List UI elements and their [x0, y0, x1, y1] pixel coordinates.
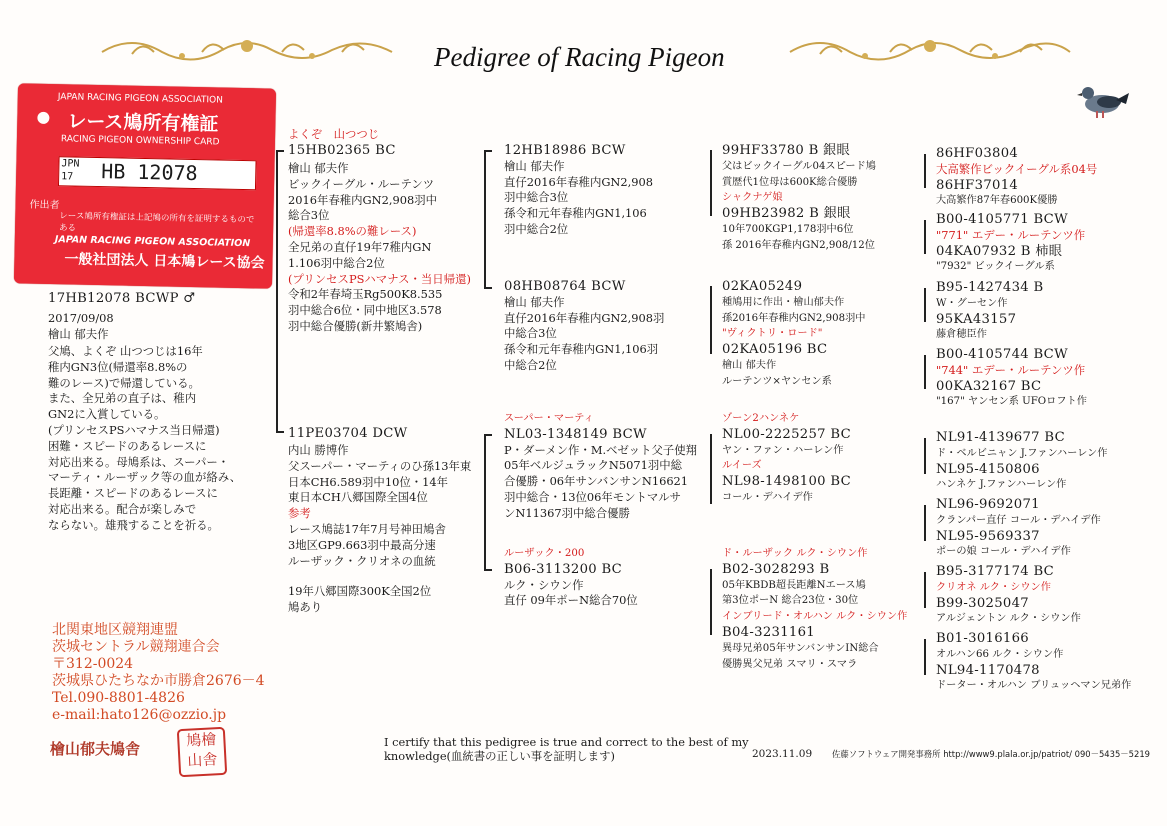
owner-line: 茨城県ひたちなか市勝倉2676－4 — [52, 673, 265, 689]
g3-nickname: ド・ルーザック ルク・シウン作 — [722, 548, 868, 559]
gen2-sire-dam — [504, 279, 664, 374]
g3-ring: NL98-1498100 BC — [722, 474, 851, 490]
owner-address — [52, 622, 265, 724]
g4-line: ポーの娘 コール・デハイデ作 — [936, 546, 1071, 558]
subject-date: 2017/09/08 — [48, 311, 114, 325]
dam-line: 鳩あり — [288, 600, 323, 615]
g3-line: ヤン・ファン・ハーレン作 — [722, 444, 844, 456]
card-ring-box — [58, 156, 257, 190]
card-assoc-jp: 一般社団法人 日本鳩レース協会 — [64, 251, 265, 272]
card-title-en: RACING PIGEON OWNERSHIP CARD — [60, 134, 220, 148]
g3-line: 異母兄弟05年サンバンサンIN総合 — [722, 642, 879, 654]
sire-line: 羽中総合6位・同中地区3.578 — [288, 303, 442, 318]
g3-line: コール・デハイデ作 — [722, 491, 813, 503]
connector-g1 — [276, 150, 278, 432]
pigeon-icon — [1076, 78, 1130, 122]
dam-line: 19年八郷国際300K全国2位 — [288, 584, 432, 599]
gen4-block-5 — [936, 430, 1107, 493]
g3-line: ルーテンツ×ヤンセン系 — [722, 375, 832, 387]
g4-ring: 95KA43157 — [936, 311, 1017, 327]
connector-g4f — [924, 505, 926, 541]
g4-ring: B00-4105744 BCW — [936, 347, 1068, 362]
g2-line: ルク・シウン作 — [504, 577, 584, 592]
g4-ring: 04KA07932 B 柿眼 — [936, 243, 1063, 259]
g4-line: 藤倉穂臣作 — [936, 329, 987, 341]
g4-note-red: "744" エデー・ルーテンツ作 — [936, 362, 1086, 377]
spacer — [288, 569, 471, 584]
card-note: レース鳩所有権証は上記鳩の所有を証明するものである — [58, 211, 255, 234]
g2-ring: NL03-1348149 BCW — [504, 426, 647, 442]
connector-g4a — [924, 154, 926, 188]
g2-line: 中総合3位 — [504, 326, 557, 341]
g4-ring: B01-3016166 — [936, 631, 1029, 646]
dam-ring: 11PE03704 DCW — [288, 426, 408, 441]
g2-line: 孫令和元年春稚内GN1,106羽 — [504, 342, 659, 357]
g3-line: 孫2016年春稚内GN2,908羽中 — [722, 312, 866, 324]
g2-ring: B06-3113200 BC — [504, 561, 623, 577]
g3-nickname: ルイーズ — [722, 460, 762, 472]
sire-line: 檜山 郁夫作 — [288, 161, 349, 175]
g4-line: ド・ベルビニャン J.ファンハーレン作 — [936, 447, 1108, 459]
dam-line: 日本CH6.589羽中10位・14年 — [288, 474, 448, 489]
g4-line: クランパー直仔 コール・デハイデ作 — [936, 514, 1101, 526]
sire-line: 令和2年春埼玉Rg500K8.535 — [288, 287, 443, 302]
dam-note-red: 参考 — [288, 506, 311, 521]
dam-details — [288, 443, 471, 616]
g3-line: 優勝異父兄弟 スマリ・スマラ — [722, 658, 858, 670]
ornament-left-icon — [92, 30, 402, 70]
gen4-block-2 — [936, 212, 1085, 275]
g4-ring: NL95-9569337 — [936, 528, 1040, 544]
gen3-block-3 — [722, 411, 851, 506]
connector-g4h — [924, 639, 926, 675]
g4-line: 大高繁作87年春600K優勝 — [936, 195, 1058, 207]
g2-ring: 12HB18986 BCW — [504, 143, 626, 158]
gen3-block-2 — [722, 279, 865, 390]
g2-line: P・ダーメン作・M.ベゼット父子使翔 — [504, 442, 698, 457]
gen4-block-4 — [936, 347, 1087, 410]
sire-line: 総合3位 — [288, 208, 330, 223]
g3-ring: 99HF33780 B 銀眼 — [722, 143, 851, 158]
connector-g4e — [924, 438, 926, 474]
card-ring-number: HB 12078 — [101, 159, 198, 186]
subject-desc-line: 長距離・スピードのあるレースに — [48, 486, 218, 501]
gen2-sire-sire — [504, 143, 653, 238]
connector-g3d — [710, 569, 712, 635]
subject-description — [48, 344, 241, 534]
g3-line: 孫 2016年春稚内GN2,908/12位 — [722, 239, 875, 251]
connector-g4g — [924, 572, 926, 608]
certify-line-2: knowledge(血統書の正しい事を証明します) — [384, 749, 615, 763]
dam-line: 父スーパー・マーティのひ孫13年東 — [288, 458, 472, 473]
owner-line: 茨城セントラル競翔連合会 — [52, 639, 220, 655]
gen3-block-1 — [722, 143, 876, 254]
g3-line: 第3位ポーN 総合23位・30位 — [722, 595, 859, 607]
dam-line: 東日本CH八郷国際全国4位 — [288, 490, 428, 505]
g3-ring: 02KA05249 — [722, 279, 803, 294]
gen4-block-8 — [936, 631, 1131, 694]
subject-desc-line: また、全兄弟の直子は、稚内 — [48, 391, 197, 406]
card-title-jp: レース鳩所有権証 — [67, 110, 219, 136]
connector-sire — [276, 150, 284, 152]
subject-desc-line: 父鳩、よくぞ 山つつじは16年 — [48, 344, 203, 358]
g2-line: 直仔 09年ポーN総合70位 — [504, 593, 638, 608]
card-hole — [37, 112, 49, 124]
connector-g4d — [924, 355, 926, 389]
sire-nickname: よくぞ 山つつじ — [288, 127, 380, 141]
owner-line: e-mail:hato126@ozzio.jp — [52, 707, 227, 723]
gen3-block-4 — [722, 546, 907, 672]
connector-g3c — [710, 434, 712, 504]
g4-line: オルハン66 ルク・シウン作 — [936, 648, 1064, 660]
g2-line: 直仔2016年春稚内GN2,908 — [504, 174, 654, 189]
g4-line: ドーター・オルハン ブリュッヘマン兄弟作 — [936, 680, 1132, 692]
g2-line: 孫令和元年春稚内GN1,106 — [504, 206, 647, 221]
connector-dam — [276, 431, 284, 433]
owner-line: Tel.090-8801-4826 — [52, 690, 185, 706]
connector-g2d — [484, 569, 492, 571]
g2-nickname: ルーザック・200 — [504, 548, 585, 559]
connector-g2c — [484, 434, 492, 436]
owner-line: 北関東地区競翔連盟 — [52, 622, 178, 638]
g4-ring: 86HF37014 — [936, 177, 1019, 193]
g3-line: 種鳩用に作出・檜山郁夫作 — [722, 296, 845, 308]
connector-g4c — [924, 288, 926, 322]
subject-desc-line: GN2に入賞している。 — [48, 407, 166, 422]
page-title: Pedigree of Racing Pigeon — [434, 42, 725, 72]
g2-line: 檜山 郁夫作 — [504, 158, 565, 173]
sire-note-red: (帰還率8.8%の難レース) — [288, 224, 417, 239]
g2-line: ンN11367羽中総合優勝 — [504, 505, 630, 520]
subject-desc-line: 対応出来る。配合が楽しみで — [48, 501, 197, 516]
g4-line: "7932" ビックイーグル系 — [936, 261, 1055, 273]
g3-ring: 02KA05196 BC — [722, 342, 828, 358]
issue-date: 2023.11.09 — [752, 748, 813, 760]
g3-line: 父はビックイーグル04スピード鳩 — [722, 160, 876, 172]
g2-line: 羽中総合2位 — [504, 221, 569, 236]
gen4-block-6 — [936, 497, 1101, 560]
g2-ring: 08HB08764 BCW — [504, 279, 626, 294]
g4-ring: 00KA32167 BC — [936, 378, 1042, 394]
sire-line: 1.106羽中総合2位 — [288, 255, 385, 270]
g3-line: 檜山 郁夫作 — [722, 359, 777, 371]
sire-note-red: (プリンセスPSハマナス・当日帰還) — [288, 271, 471, 286]
g3-line: 賞歴代1位母は600K総合優勝 — [722, 176, 858, 188]
g4-note-red: 大高繁作ビックイーグル系04号 — [936, 161, 1098, 176]
g3-nickname: インブリード・オルハン ルク・シウン作 — [722, 611, 908, 623]
g2-line: 檜山 郁夫作 — [504, 294, 565, 309]
connector-g3b — [710, 286, 712, 354]
subject-desc-line: ならない。雄飛することを祈る。 — [48, 517, 219, 532]
g2-line: 直仔2016年春稚内GN2,908羽 — [504, 310, 665, 325]
g4-ring: 86HF03804 — [936, 146, 1019, 161]
g4-ring: NL91-4139677 BC — [936, 430, 1065, 445]
g3-ring: 09HB23982 B 銀眼 — [722, 206, 851, 222]
card-org-en: JAPAN RACING PIGEON ASSOCIATION — [57, 92, 224, 106]
g4-ring: B99-3025047 — [936, 595, 1029, 611]
g4-line: W・グーセン作 — [936, 297, 1008, 309]
g3-line: 05年KBDB超長距離Nエース鳩 — [722, 579, 866, 591]
g4-ring: NL94-1170478 — [936, 662, 1040, 678]
g4-ring: B95-1427434 B — [936, 280, 1044, 295]
club-name: 檜山郁夫鳩舎 — [50, 740, 141, 758]
subject-desc-line: 稚内GN3位(帰還率8.8%の — [48, 359, 188, 374]
subject-desc-line: 対応出来る。母鳩系は、スーパー・ — [48, 454, 230, 469]
g4-note-red: クリオネ ルク・シウン作 — [936, 581, 1051, 593]
sire-line: 羽中総合優勝(新井繁鳩舎) — [288, 318, 423, 333]
card-ring-prefix: JPN 17 — [61, 158, 80, 183]
dam-line: 3地区GP9.663羽中最高分速 — [288, 537, 436, 552]
connector-g3a — [710, 150, 712, 216]
g2-line: 羽中総合・13位06年モントマルサ — [504, 489, 682, 504]
subject-ring: 17HB12078 BCWP ♂ — [48, 291, 196, 306]
gen4-block-3 — [936, 280, 1043, 343]
g2-line: 05年ベルジュラックN5071羽中総 — [504, 458, 683, 473]
g3-nickname: シャクナゲ娘 — [722, 192, 783, 204]
g3-nickname: ゾーン2ハンネケ — [722, 413, 800, 424]
software-credit: 佐藤ソフトウェア開発事務所 http://www9.plala.or.jp/patriot/ 090－5435－5219 — [832, 749, 1150, 759]
gen2-dam-dam — [504, 546, 638, 609]
g4-line: "167" ヤンセン系 UFOロフト作 — [936, 396, 1087, 408]
connector-g2-dam — [484, 434, 486, 570]
g4-ring: NL95-4150806 — [936, 461, 1040, 477]
g2-line: 中総合2位 — [504, 357, 557, 372]
connector-g2a — [484, 150, 492, 152]
sire-ring: 15HB02365 BC — [288, 143, 396, 158]
subject-breeder: 檜山 郁夫作 — [48, 327, 109, 341]
g3-ring: B02-3028293 B — [722, 561, 830, 577]
ornament-right-icon — [780, 30, 1080, 70]
g3-ring: NL00-2225257 BC — [722, 426, 851, 442]
owner-line: 〒312-0024 — [52, 656, 134, 672]
g4-line: アルジェントン ルク・シウン作 — [936, 613, 1081, 625]
g2-line: 合優勝・06年サンバンサンN16621 — [504, 474, 689, 489]
g2-nickname: スーパー・マーティ — [504, 413, 594, 424]
subject-desc-line: マーティ・ルーザック等の血が絡み、 — [48, 470, 242, 485]
seal-stamp: 鳩檜山舎 — [177, 727, 227, 777]
gen2-dam-sire — [504, 411, 697, 522]
g3-nickname: "ヴィクトリ・ロード" — [722, 328, 823, 340]
gen4-block-7 — [936, 564, 1081, 627]
g2-line: 羽中総合3位 — [504, 190, 569, 205]
certify-line-1: I certify that this pedigree is true and correct to the best of my — [384, 735, 749, 749]
ownership-card — [14, 83, 276, 288]
g4-line: ハンネケ J.ファンハーレン作 — [936, 479, 1067, 491]
gen4-block-1 — [936, 146, 1097, 209]
g3-line: 10年700KGP1,178羽中6位 — [722, 223, 854, 235]
connector-g2-sire — [484, 150, 486, 288]
sire-line: ビックイーグル・ルーテンツ — [288, 176, 435, 191]
dam-line: ルーザック・クリオネの血統 — [288, 553, 436, 568]
card-owner-label: 作出者 — [29, 199, 60, 212]
connector-g4b — [924, 220, 926, 254]
g4-ring: B00-4105771 BCW — [936, 212, 1068, 227]
dam-line: レース鳩誌17年7月号神田鳩舎 — [288, 521, 446, 536]
subject-desc-line: 困難・スピードのあるレースに — [48, 438, 207, 453]
g4-note-red: "771" エデー・ルーテンツ作 — [936, 227, 1086, 242]
sire-line: 全兄弟の直仔19年7稚内GN — [288, 239, 432, 254]
g4-ring: B95-3177174 BC — [936, 564, 1055, 579]
g4-ring: NL96-9692071 — [936, 497, 1040, 512]
subject-desc-line: (プリンセスPSハマナス当日帰還) — [48, 422, 220, 437]
subject-desc-line: 難のレース)で帰還している。 — [48, 375, 200, 390]
sire-details — [288, 161, 471, 335]
sire-line: 2016年春稚内GN2,908羽中 — [288, 192, 438, 207]
g3-ring: B04-3231161 — [722, 624, 815, 640]
card-assoc-en: JAPAN RACING PIGEON ASSOCIATION — [54, 234, 251, 250]
dam-line: 内山 勝博作 — [288, 443, 349, 457]
connector-g2b — [484, 287, 492, 289]
